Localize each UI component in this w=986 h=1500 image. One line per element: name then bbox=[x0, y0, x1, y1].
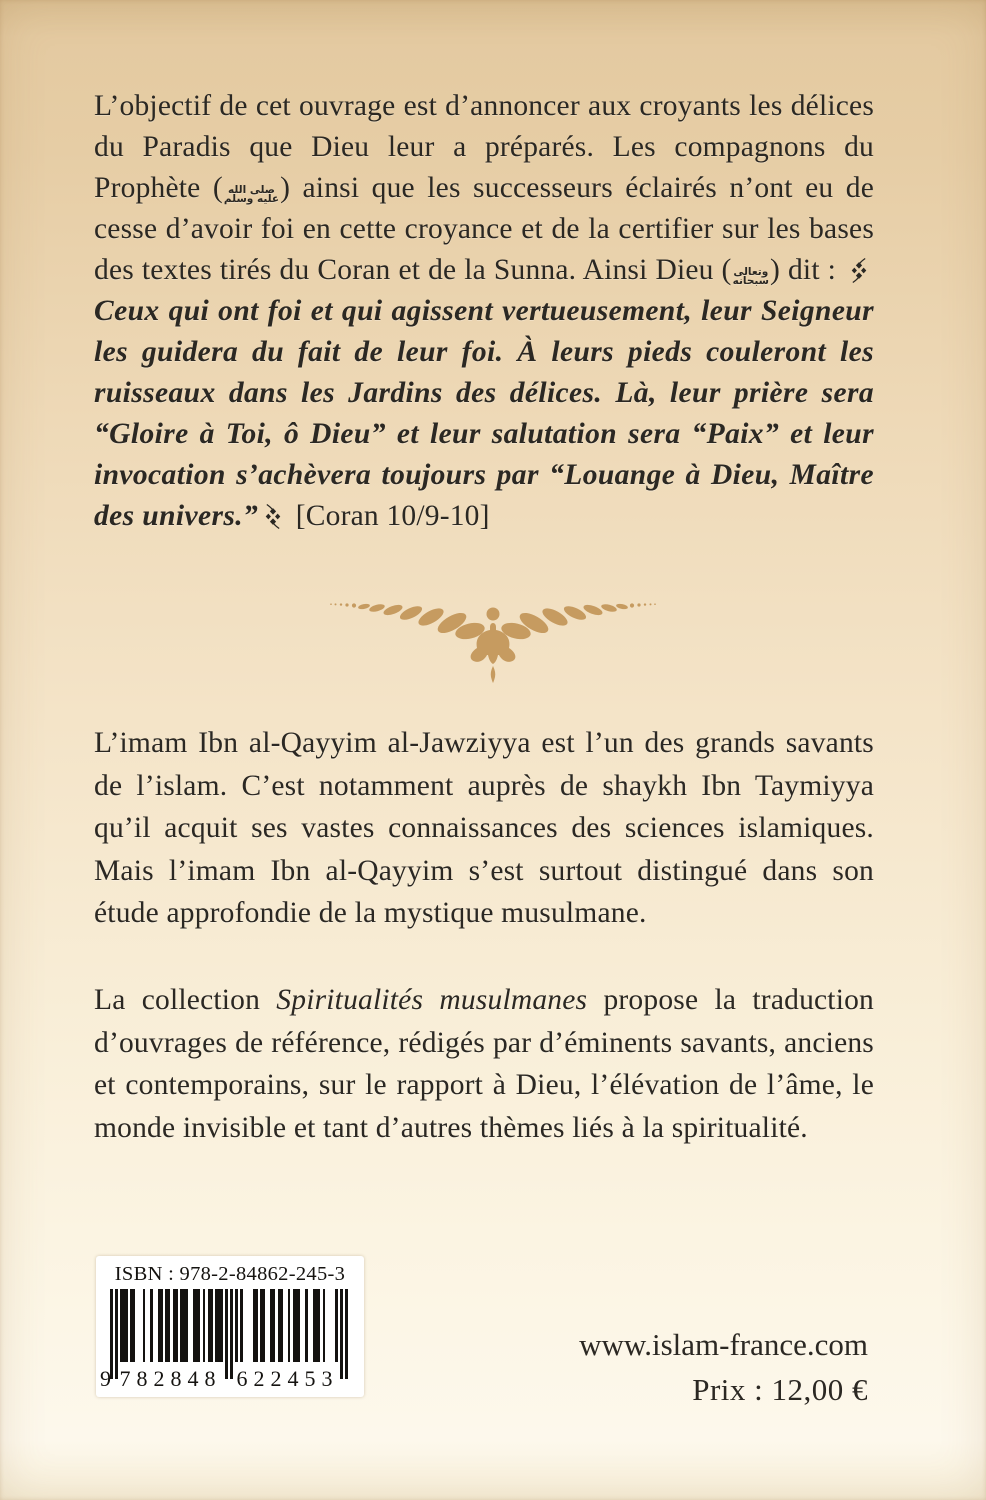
section-divider bbox=[0, 592, 986, 684]
author-bio-paragraph: L’imam Ibn al-Qayyim al-Jawziyya est l’un des grands savants de l’islam. C’est notamment auprès de shaykh Ibn Taymiyya qu’il acquit ses vastes connaissances des sciences islamiques. Mais l’imam Ibn al-Qayyim s’est surtout distingué dans son étude approfondie de la mystique musulmane. bbox=[94, 727, 874, 929]
barcode-digit-prefix: 9 bbox=[100, 1366, 111, 1391]
prophet-blessing-arabic: صلى الله عليه وسلم bbox=[223, 183, 280, 205]
ornate-quote-close-icon bbox=[265, 503, 281, 530]
divine-glorification-arabic: وتعالى سبحانه bbox=[732, 265, 770, 287]
floral-ornament-icon bbox=[328, 592, 658, 684]
website-url: www.islam-france.com bbox=[579, 1327, 868, 1362]
isbn-label: ISBN : 978-2-84862-245-3 bbox=[114, 1263, 346, 1285]
ornate-quote-open-icon bbox=[851, 257, 867, 284]
quran-reference: [Coran 10/9-10] bbox=[288, 500, 490, 532]
synopsis-paragraph bbox=[94, 86, 874, 537]
synopsis-text-before-blessing: L’objectif de cet ouvrage est d’annoncer aux croyants les délices du Paradis que Dieu leur a préparés. Les compagnons du Prophète ( bbox=[94, 90, 874, 204]
quran-quote-text: Ceux qui ont foi et qui agissent vertueusement, leur Seigneur les guidera du fait de leur foi. À leurs pieds couleront les ruisseaux dans les Jardins des délices. Là, leur prière sera “Gloire à Toi, ô Dieu” et leur salutation sera “Paix” et leur invocation s’achèvera toujours par “Louange à Dieu, Maître des univers.” bbox=[94, 295, 874, 532]
quote-intro: Ainsi Dieu ( bbox=[582, 254, 732, 286]
price-label: Prix : 12,00 € bbox=[692, 1372, 868, 1407]
footer bbox=[579, 1322, 868, 1412]
collection-paragraph: La collection Spiritualités musulmanes propose la traduction d’ouvrages de référence, rédigés par d’éminents savants, anciens et contemporains, sur le rapport à Dieu, l’élévation de l’âme, le monde invisible et tant d’autres thèmes liés à la spiritualité. bbox=[94, 984, 874, 1144]
barcode-panel bbox=[96, 1256, 364, 1397]
barcode-digit-group-right: 622453 bbox=[236, 1366, 339, 1391]
barcode-digit-group-left: 782848 bbox=[119, 1366, 222, 1391]
quote-intro-end: ) dit : bbox=[770, 254, 837, 286]
collection-name: Spiritualités musulmanes bbox=[276, 984, 588, 1016]
synopsis-text-after-blessing: ) ainsi que les successeurs éclairés n’ont eu de cesse d’avoir foi en cette croyance et de la certifier sur les bases des textes tirés du Coran et de la Sunna. bbox=[94, 172, 875, 286]
